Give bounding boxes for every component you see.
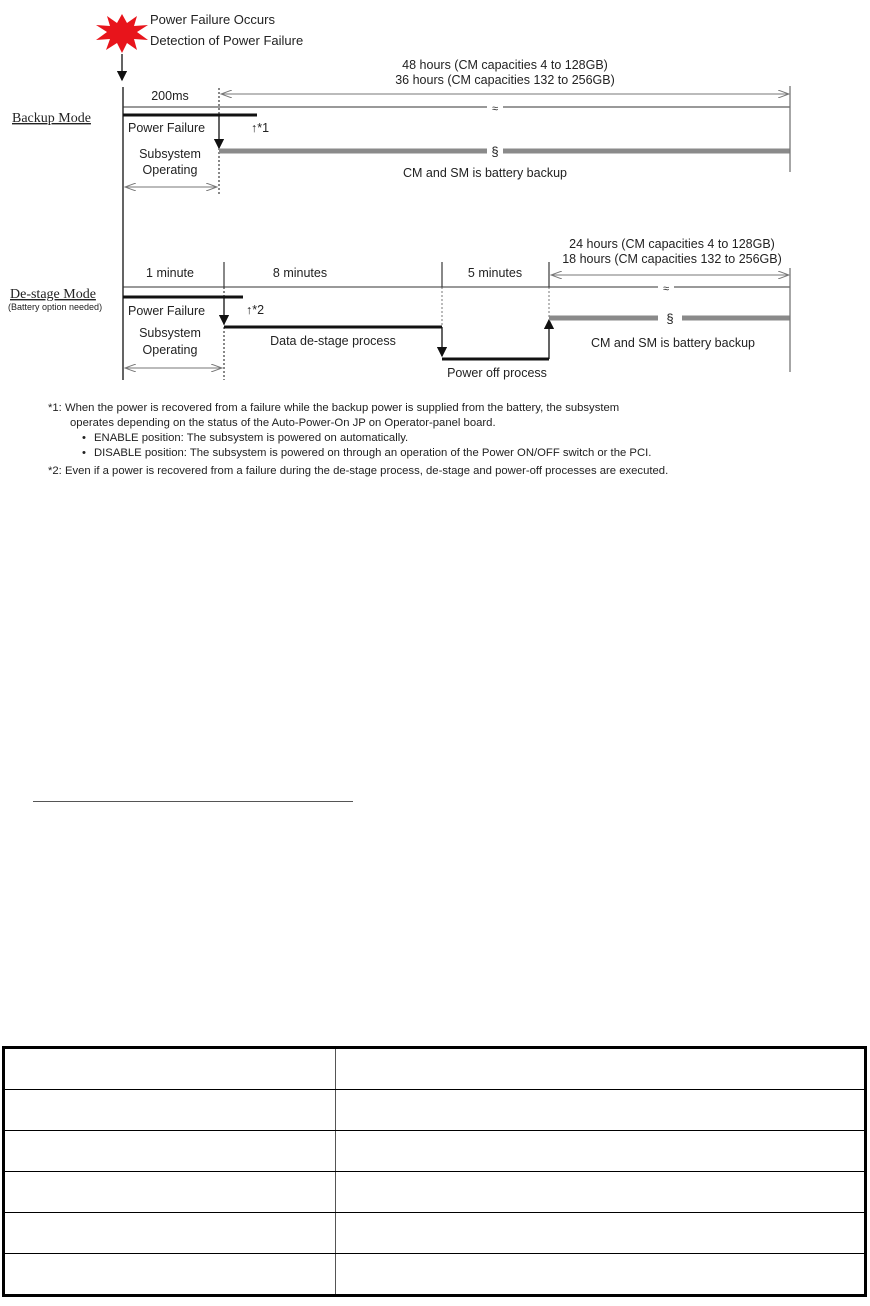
power-off-process-label: Power off process <box>447 366 547 380</box>
break-icon: ≈ <box>662 283 670 295</box>
empty-table <box>2 1046 867 1297</box>
table-cell <box>4 1213 336 1254</box>
break-icon: ≈ <box>491 103 499 115</box>
table-row <box>4 1172 866 1213</box>
bullet-icon: • <box>82 432 86 444</box>
destage-subsystem-1: Subsystem <box>139 326 201 340</box>
destage-battery-label: CM and SM is battery backup <box>591 336 755 350</box>
table-cell <box>336 1172 866 1213</box>
backup-duration-hours-1: 48 hours (CM capacities 4 to 128GB) <box>402 58 608 72</box>
destage-duration-2: 8 minutes <box>272 266 328 280</box>
break-icon: § <box>666 311 674 326</box>
table-cell <box>4 1048 336 1090</box>
note-1-bullet2: DISABLE position: The subsystem is powered on through an operation of the Power ON/OFF switch or the PCI. <box>94 447 652 459</box>
destage-process-label: Data de-stage process <box>270 334 396 348</box>
destage-duration-1: 1 minute <box>146 266 194 280</box>
table-row <box>4 1131 866 1172</box>
destage-duration-3: 5 minutes <box>467 266 523 280</box>
table-cell <box>336 1090 866 1131</box>
table-cell <box>4 1172 336 1213</box>
table-cell <box>336 1254 866 1296</box>
destage-mode-sublabel: (Battery option needed) <box>8 302 103 312</box>
note-1-bullet1: ENABLE position: The subsystem is powered on automatically. <box>94 432 409 444</box>
backup-duration-hours-2: 36 hours (CM capacities 132 to 256GB) <box>395 73 615 87</box>
table-row <box>4 1213 866 1254</box>
destage-duration-4-1: 24 hours (CM capacities 4 to 128GB) <box>569 237 775 251</box>
backup-subsystem-2: Operating <box>142 163 198 177</box>
note-1-line1: *1: When the power is recovered from a failure while the backup power is supplied from the battery, the subsystem <box>48 402 620 414</box>
table-cell <box>4 1131 336 1172</box>
note-2: *2: Even if a power is recovered from a failure during the de-stage process, de-stage and power-off processes are executed. <box>48 465 669 477</box>
table-cell <box>4 1090 336 1131</box>
power-failure-timing-diagram <box>0 0 870 490</box>
bullet-icon: • <box>82 447 86 459</box>
backup-subsystem-1: Subsystem <box>139 147 201 161</box>
event-line2: Detection of Power Failure <box>150 33 304 48</box>
table-row <box>4 1254 866 1296</box>
destage-mode-label: De-stage Mode <box>10 287 96 302</box>
table-cell <box>336 1213 866 1254</box>
break-icon: § <box>491 144 499 159</box>
table-cell <box>336 1048 866 1090</box>
backup-power-failure: Power Failure <box>128 121 206 135</box>
note-1-line2: operates depending on the status of the Auto-Power-On JP on Operator-panel board. <box>70 417 496 429</box>
backup-duration-200ms: 200ms <box>151 89 189 103</box>
separator-line <box>33 801 353 802</box>
table-row <box>4 1048 866 1090</box>
backup-battery-label: CM and SM is battery backup <box>403 166 567 180</box>
destage-subsystem-2: Operating <box>142 343 198 357</box>
table-cell <box>336 1131 866 1172</box>
event-line1: Power Failure Occurs <box>150 12 275 27</box>
backup-note-ref: ↑*1 <box>251 121 270 135</box>
table-cell <box>4 1254 336 1296</box>
backup-mode-label: Backup Mode <box>12 111 91 126</box>
destage-note-ref: ↑*2 <box>246 303 265 317</box>
destage-duration-4-2: 18 hours (CM capacities 132 to 256GB) <box>562 252 782 266</box>
destage-power-failure: Power Failure <box>128 304 206 318</box>
table-row <box>4 1090 866 1131</box>
power-failure-burst-icon <box>96 14 148 53</box>
